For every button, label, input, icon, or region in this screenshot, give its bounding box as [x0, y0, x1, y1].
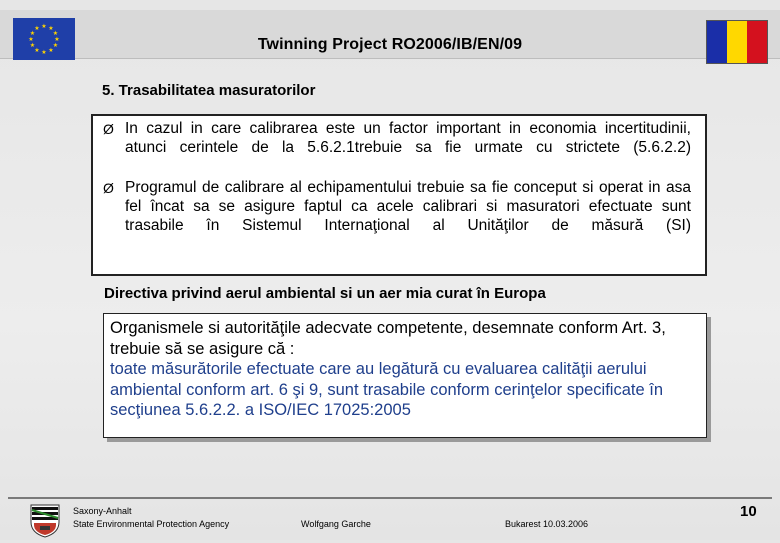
- arrow-bullet-icon: Ø: [103, 121, 114, 137]
- bullet-item: [105, 119, 691, 176]
- svg-text:★: ★: [41, 49, 47, 56]
- arrow-bullet-icon: Ø: [103, 180, 114, 196]
- directive-title: Directiva privind aerul ambiental si un aer mia curat în Europa: [104, 285, 546, 302]
- svg-text:★: ★: [48, 25, 54, 32]
- svg-text:★: ★: [52, 30, 59, 37]
- footer-org-name: Saxony-Anhalt: [73, 506, 132, 516]
- svg-text:★: ★: [29, 42, 36, 49]
- svg-text:★: ★: [34, 25, 40, 32]
- svg-text:★: ★: [29, 30, 36, 37]
- directive-text: Organismele si autorităţile adecvate competente, desemnate conform Art. 3, trebuie să se asigure că :: [110, 319, 666, 358]
- page-title: Twinning Project RO2006/IB/EN/09: [257, 36, 523, 53]
- svg-text:★: ★: [48, 47, 54, 54]
- flag-stripe-red: [747, 21, 767, 63]
- coat-of-arms-icon: [26, 502, 64, 538]
- svg-text:★: ★: [54, 36, 60, 43]
- bullet-item: [105, 178, 691, 254]
- directive-requirement: toate măsurătorile efectuate care au legătură cu evaluarea calităţii aerului ambiental conform art. 6 şi 9, sunt trasabile conform cerinţelor specificate în secţiunea 5.6.2.2. a ISO/IEC 17025:2005: [110, 360, 663, 419]
- footer-author: Wolfgang Garche: [301, 519, 371, 529]
- slide-header: [0, 10, 780, 59]
- bullet-text: In cazul in care calibrarea este un factor important in economia incertitudinii, atunci cerintele de la 5.6.2.1trebuie sa fie urmate cu strictete (5.6.2.2): [125, 120, 691, 156]
- directive-box: [103, 313, 707, 438]
- svg-text:★: ★: [28, 36, 34, 43]
- svg-text:★: ★: [34, 47, 40, 54]
- page-number: 10: [740, 503, 757, 520]
- svg-text:★: ★: [41, 23, 47, 30]
- flag-stripe-blue: [707, 21, 727, 63]
- bullet-text: Programul de calibrare al echipamentului trebuie sa fie conceput si operat in asa fel încat sa se asigure faptul ca acele calibrari si masuratori efectuate sunt trasabile în Sistemul Internaţional al Unităţilor de măsură (SI): [125, 179, 691, 234]
- section-title: 5. Trasabilitatea masuratorilor: [102, 82, 316, 99]
- footer-place-date: Bukarest 10.03.2006: [505, 519, 589, 529]
- svg-text:★: ★: [52, 42, 59, 49]
- footer-divider: [8, 497, 772, 499]
- flag-stripe-yellow: [727, 21, 747, 63]
- romania-flag-icon: [706, 20, 768, 64]
- footer-agency: State Environmental Protection Agency: [73, 519, 230, 529]
- traceability-box: [91, 114, 707, 276]
